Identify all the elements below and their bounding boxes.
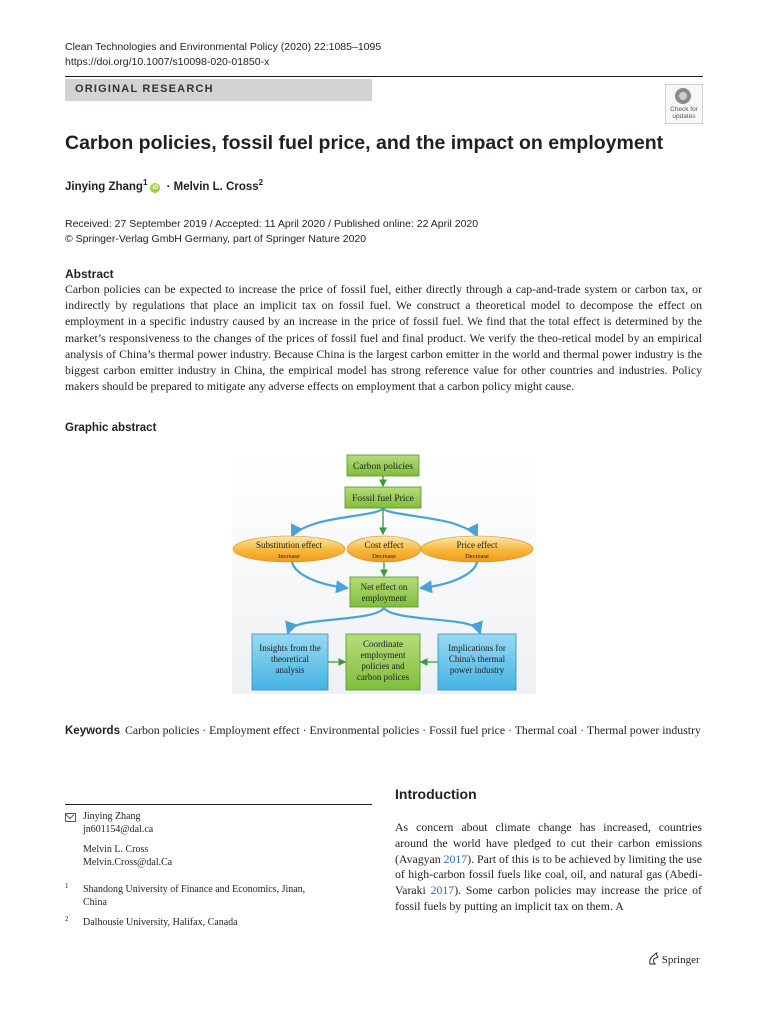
springer-horse-icon — [648, 952, 659, 965]
implications-line3: power industry — [449, 665, 505, 675]
check-updates-text: Check for updates — [670, 106, 698, 120]
affiliation-marker: 2 — [258, 178, 264, 187]
cost-direction: Decrease — [372, 553, 396, 560]
net-effect-line1: Net effect on — [360, 582, 408, 592]
insights-line2: theoretical — [271, 654, 309, 664]
coordinate-line4: carbon polices — [356, 672, 410, 682]
author-list — [65, 178, 263, 193]
price-direction: Decrease — [465, 553, 489, 560]
affiliation-number: 2 — [65, 915, 69, 923]
fossil-fuel-price-label: Fossil fuel Price — [352, 494, 414, 504]
corresponding-author-name: Jinying Zhang — [83, 811, 141, 822]
corresponding-author-email[interactable]: jn601154@dal.ca — [83, 824, 154, 835]
publisher-name: Springer — [661, 954, 700, 966]
coordinate-line3: policies and — [361, 661, 405, 671]
author-name[interactable]: Melvin L. Cross — [173, 180, 259, 193]
cost-effect-label: Cost effect — [364, 540, 404, 550]
update-icon — [675, 88, 691, 104]
substitution-direction: Increase — [278, 553, 300, 560]
second-author-name: Melvin L. Cross — [83, 844, 149, 855]
copyright-line: © Springer-Verlag GmbH Germany, part of Springer Nature 2020 — [65, 233, 367, 245]
citation-link[interactable]: 2017 — [430, 883, 455, 898]
net-effect-line2: employment — [361, 593, 407, 603]
keywords-block — [65, 722, 702, 739]
keywords-label: Keywords — [65, 725, 120, 737]
price-effect-label: Price effect — [456, 540, 498, 550]
check-for-updates-badge[interactable] — [665, 84, 703, 124]
abstract-heading: Abstract — [65, 267, 114, 281]
affiliation-number: 1 — [65, 882, 69, 890]
second-author-email[interactable]: Melvin.Cross@dal.Ca — [83, 857, 173, 868]
coordinate-line2: employment — [360, 650, 406, 660]
graphic-abstract-diagram — [232, 452, 536, 694]
journal-doi[interactable]: https://doi.org/10.1007/s10098-020-01850-x — [65, 56, 270, 68]
author-name[interactable]: Jinying Zhang — [65, 180, 143, 193]
article-title: Carbon policies, fossil fuel price, and the impact on employment — [65, 132, 664, 154]
affiliation-2: Dalhousie University, Halifax, Canada — [83, 917, 238, 928]
introduction-text: As concern about climate change has increased, countries around the world have pledged to cut their carbon emissions (Avagyan 2017). Part of this is to be achieved by limiting the use of high-carbon fossil fuels like coal, oil, and natural gas (Abedi-Varaki 2017). Some carbon policies may increase the price of fossil fuels by putting an implicit tax on them. A — [395, 820, 702, 913]
abstract-text: Carbon policies can be expected to increase the price of fossil fuel, either directly through a cap-and-trade system or carbon tax, or indirectly by regulations that place an implicit tax on fossil fuel. We construct a theoretical model to decompose the effect on employment in a specific industry caused by an increase in the price of fossil fuel. We find that the total effect is determined by the market’s responsiveness to the changes of the prices of fossil fuel and final product. We verify the theo-retical model by an empirical analysis of China’s thermal power industry. Because China is the largest carbon emitter in the world and thermal power industry is the biggest carbon emitter industry in China, the empirical model has strong reference value for other countries and industries. Policy makers should be prepared to mitigate any adverse effects on employment that a carbon policy might cause. — [65, 282, 702, 394]
date-history: Received: 27 September 2019 / Accepted: 11 April 2020 / Published online: 22 April 2020 — [65, 218, 479, 230]
footnote-rule — [65, 804, 372, 805]
publisher-logo — [648, 952, 700, 966]
citation-link[interactable]: 2017 — [443, 851, 468, 866]
introduction-heading: Introduction — [395, 786, 477, 802]
implications-line2: China's thermal — [448, 654, 506, 664]
publication-dates — [65, 217, 478, 247]
affiliation-1: Shandong University of Finance and Economics, Jinan, China — [83, 884, 306, 908]
graphic-abstract-heading: Graphic abstract — [65, 422, 157, 434]
keywords-list: Carbon policies · Employment effect · Environmental policies · Fossil fuel price · Thermal coal · Thermal power industry — [124, 723, 701, 737]
insights-line3: analysis — [275, 665, 305, 675]
header-rule — [65, 76, 703, 77]
journal-citation: Clean Technologies and Environmental Policy (2020) 22:1085–1095 — [65, 41, 382, 53]
author-separator: · — [163, 180, 174, 193]
affiliation-marker: 1 — [142, 178, 148, 187]
article-type-label: ORIGINAL RESEARCH — [75, 83, 214, 95]
journal-header — [65, 40, 381, 70]
orcid-icon[interactable]: iD — [152, 184, 159, 191]
coordinate-line1: Coordinate — [363, 639, 403, 649]
correspondence-block — [83, 810, 172, 869]
carbon-policies-label: Carbon policies — [353, 462, 413, 472]
implications-line1: Implications for — [448, 643, 506, 653]
insights-line1: Insights from the — [259, 643, 321, 653]
substitution-effect-label: Substitution effect — [255, 540, 323, 550]
envelope-icon — [65, 813, 76, 822]
article-type-bar — [65, 79, 372, 101]
